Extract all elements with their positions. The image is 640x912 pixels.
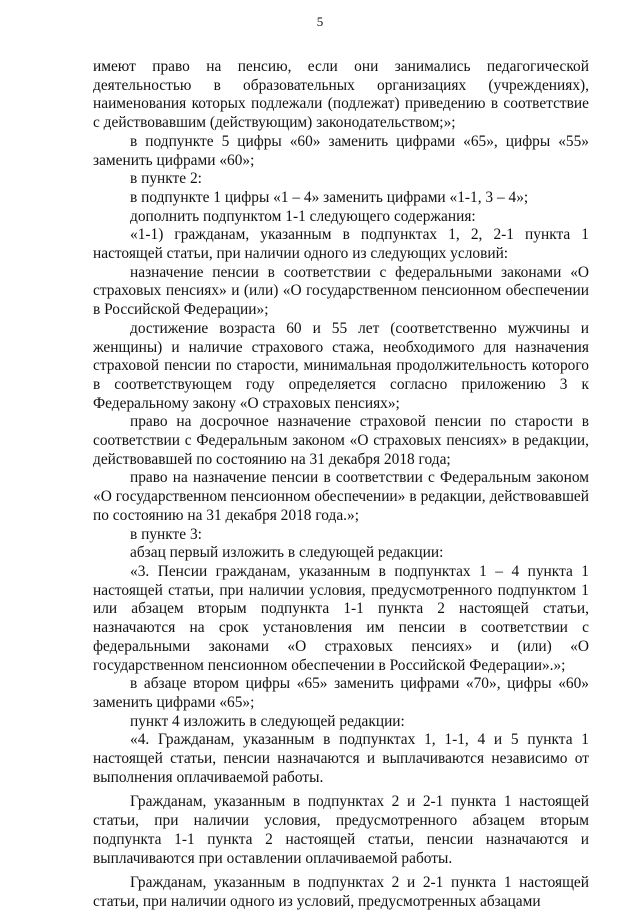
paragraph: право на досрочное назначение страховой пенсии по старости в соответствии с Федеральным законом «О страховых пенсиях» в редакции, действовавшей по состоянию на 31 декабря 2018 года; [93, 413, 589, 468]
paragraph: достижение возраста 60 и 55 лет (соответственно мужчины и женщины) и наличие страхового стажа, необходимого для назначения страховой пенсии по старости, минимальная продолжительность которого в соответствующем году определяется согласно приложению 3 к Федеральному закону «О страховых пенсиях»; [93, 319, 589, 412]
document-body [93, 58, 589, 912]
page-number: 5 [316, 14, 324, 29]
paragraph: право на назначение пенсии в соответствии с Федеральным законом «О государственном пенсионном обеспечении» в редакции, действовавшей по состоянию на 31 декабря 2018 года.»; [93, 469, 589, 524]
paragraph: «4. Гражданам, указанным в подпунктах 1, 1-1, 4 и 5 пункта 1 настоящей статьи, пенсии назначаются и выплачиваются независимо от выполнения оплачиваемой работы. [93, 731, 589, 786]
paragraph: в абзаце втором цифры «65» заменить цифрами «70», цифры «60» заменить цифрами «65»; [93, 675, 589, 711]
paragraph: в подпункте 1 цифры «1 – 4» заменить цифрами «1-1, 3 – 4»; [130, 188, 529, 206]
paragraph: Гражданам, указанным в подпунктах 2 и 2-1 пункта 1 настоящей статьи, при наличии условия, предусмотренного абзацем вторым подпункта 1-1 пункта 2 настоящей статьи, пенсии назначаются и выплачиваются при оставлении оплачиваемой работы. [93, 793, 589, 867]
paragraph: назначение пенсии в соответствии с федеральными законами «О страховых пенсиях» и (или) «О государственном пенсионном обеспечении в Российской Федерации»; [93, 263, 589, 319]
paragraph: имеют право на пенсию, если они занимались педагогической деятельностью в образовательных организациях (учреждениях), наименования которых подлежали (подлежат) приведению в соответствие с действовавшим (действующим) законодательством;»; [93, 58, 589, 132]
paragraph: «1-1) гражданам, указанным в подпунктах 1, 2, 2-1 пункта 1 настоящей статьи, при наличии одного из следующих условий: [93, 226, 589, 263]
paragraph: в пункте 3: [130, 525, 202, 543]
paragraph: пункт 4 изложить в следующей редакции: [130, 712, 405, 730]
paragraph: дополнить подпунктом 1-1 следующего содержания: [130, 207, 476, 225]
paragraph: в пункте 2: [130, 170, 202, 188]
paragraph: в подпункте 5 цифры «60» заменить цифрами «65», цифры «55» заменить цифрами «60»; [93, 132, 589, 169]
paragraph: «3. Пенсии гражданам, указанным в подпунктах 1 – 4 пункта 1 настоящей статьи, при наличии условия, предусмотренного подпунктом 1 или абзацем вторым подпункта 1-1 пункта 2 настоящей статьи, назначаются на срок установления им пенсии в соответствии с федеральными законами «О страховых пенсиях» и (или) «О государственном пенсионном обеспечении в Российской Федерации».»; [93, 562, 589, 674]
paragraph: абзац первый изложить в следующей редакции: [130, 544, 444, 562]
paragraph: Гражданам, указанным в подпунктах 2 и 2-1 пункта 1 настоящей статьи, при наличии одного из условий, предусмотренных абзацами [93, 874, 589, 910]
